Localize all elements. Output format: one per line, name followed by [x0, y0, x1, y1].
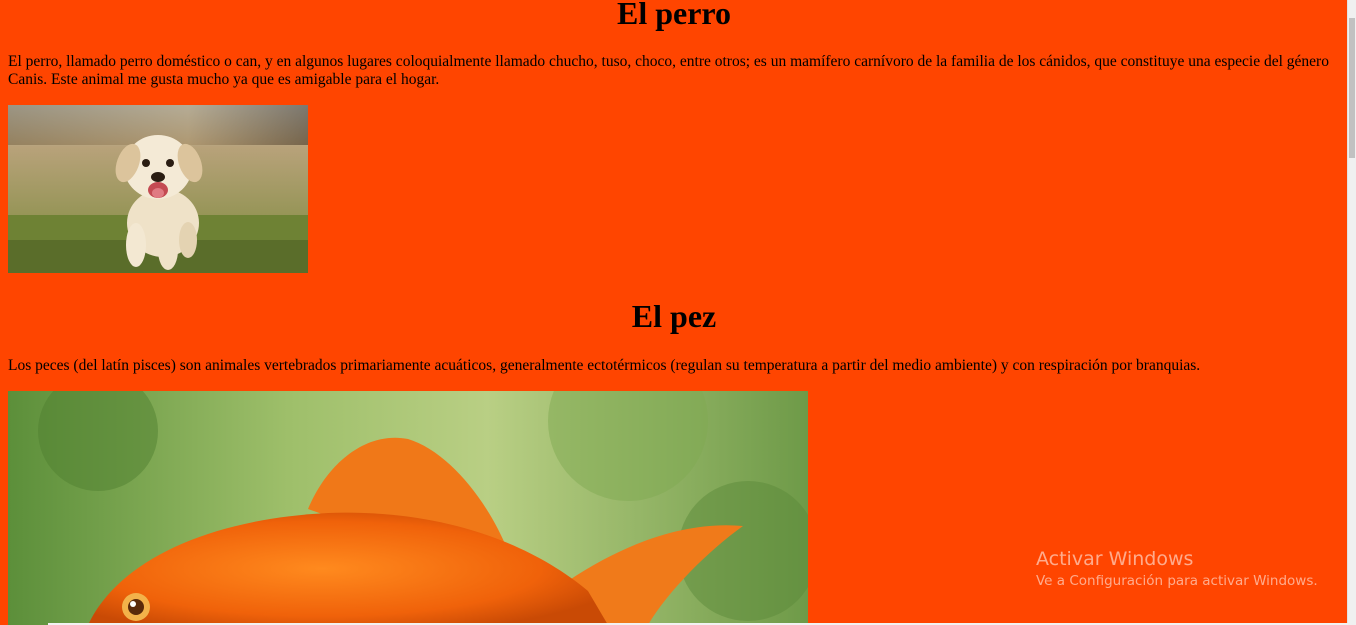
- activation-watermark: [1036, 547, 1318, 591]
- fish-paragraph: Los peces (del latín pisces) son animales vertebrados primariamente acuáticos, generalmente ectotérmicos (regulan su temperatura a partir del medio ambiente) y con respiración por branquias.: [8, 357, 1201, 374]
- watermark-subtitle: Ve a Configuración para activar Windows.: [1036, 573, 1318, 589]
- dog-heading: El perro: [616, 0, 732, 31]
- fish-image: [8, 391, 808, 625]
- watermark-title: Activar Windows: [1036, 548, 1194, 570]
- scrollbar-thumb[interactable]: [1349, 18, 1355, 158]
- dog-paragraph: El perro, llamado perro doméstico o can, y en algunos lugares coloquialmente llamado chucho, tuso, choco, entre otros; es un mamífero carnívoro de la familia de los cánidos, que constituye una especie del género Canis. Este animal me gusta mucho ya que es amigable para el hogar.: [8, 53, 1329, 88]
- dog-image: [8, 105, 308, 273]
- fish-heading: El pez: [631, 298, 717, 334]
- vertical-scrollbar[interactable]: [1347, 0, 1356, 625]
